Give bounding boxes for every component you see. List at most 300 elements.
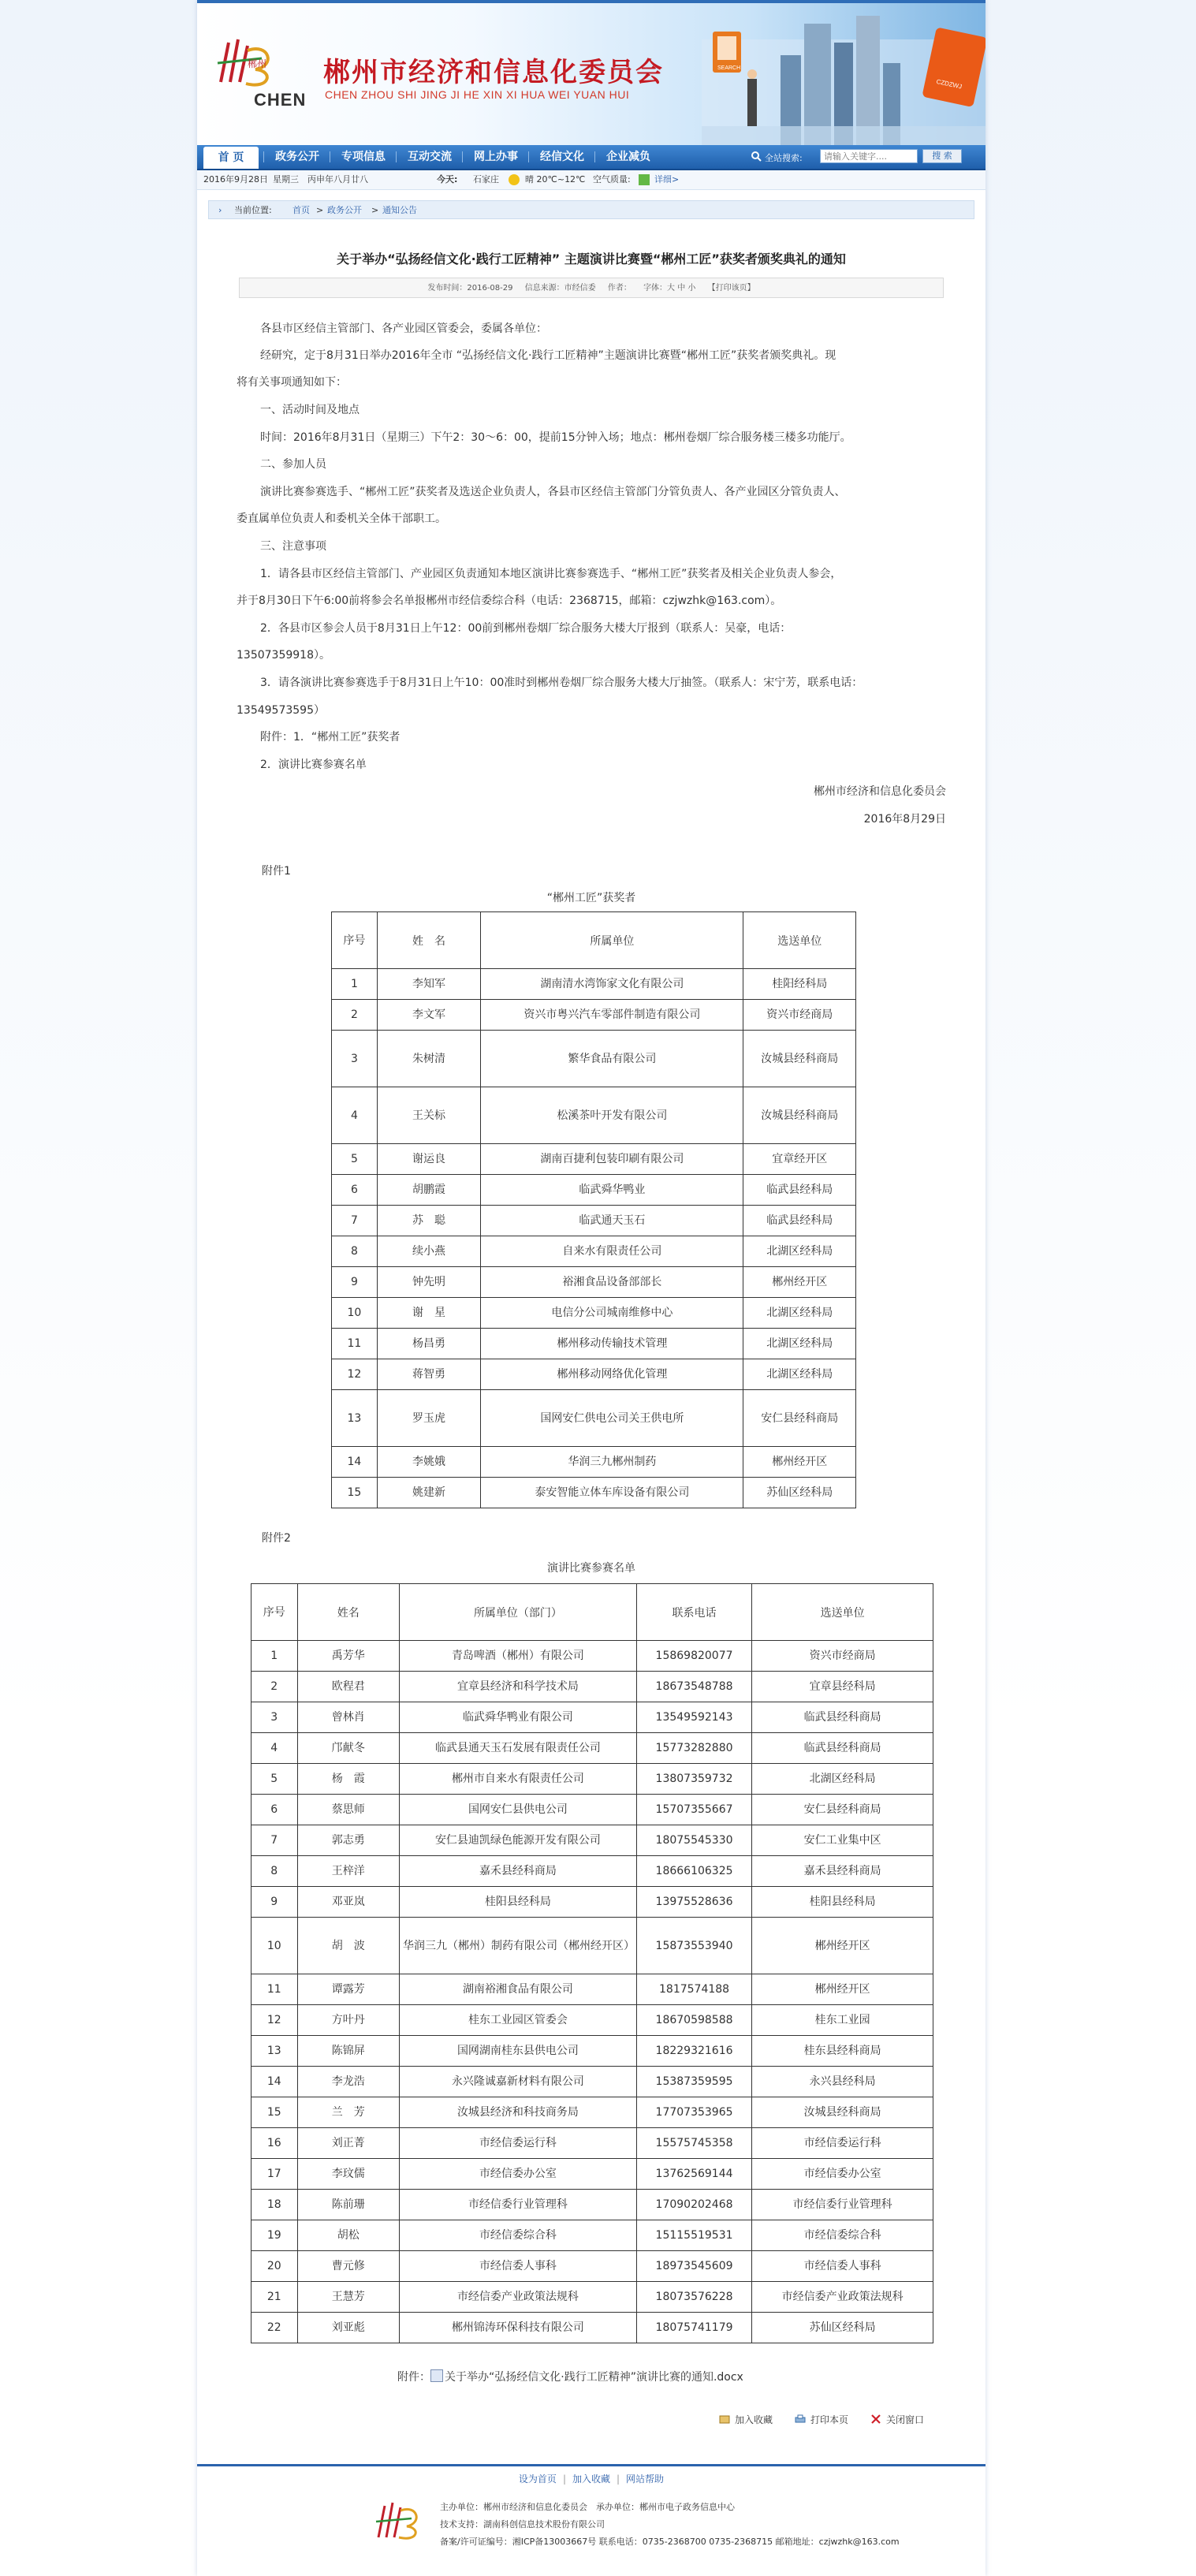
table-cell: 李文军 xyxy=(377,1000,480,1031)
table-cell: 桂东工业园 xyxy=(752,2005,933,2036)
table-cell: 杨昌勇 xyxy=(377,1329,480,1359)
table-cell: 临武县通天玉石发展有限责任公司 xyxy=(400,1733,637,1764)
table-cell: 胡 波 xyxy=(297,1918,400,1974)
table-row xyxy=(332,1087,856,1144)
table-cell: 12 xyxy=(332,1359,378,1390)
nav-divider xyxy=(396,151,397,162)
table-header: 所属单位 xyxy=(481,912,743,969)
signature-org: 郴州市经济和信息化委员会 xyxy=(814,785,946,798)
table-cell: 12 xyxy=(251,2005,298,2036)
table-cell: 邓亚岚 xyxy=(297,1887,400,1918)
table-cell: 13975528636 xyxy=(636,1887,751,1918)
table-row xyxy=(251,2005,933,2036)
search-label: 全站搜索: xyxy=(765,153,803,163)
breadcrumb xyxy=(208,200,974,219)
attachment-prefix: 附件： xyxy=(397,2371,430,2384)
air-quality-icon xyxy=(639,174,650,185)
publish-date: 发布时间：2016-08-29 xyxy=(427,284,513,293)
table-cell: 王梓洋 xyxy=(297,1856,400,1887)
table-cell: 11 xyxy=(251,1974,298,2005)
breadcrumb-sep: > xyxy=(316,205,324,215)
table-row xyxy=(251,2097,933,2128)
current-date: 2016年9月28日 xyxy=(203,174,268,185)
table-cell: 国网湖南桂东县供电公司 xyxy=(400,2036,637,2067)
table-cell: 15 xyxy=(251,2097,298,2128)
annex2-label: 附件2 xyxy=(262,1532,291,1545)
table-row xyxy=(251,2128,933,2159)
table-cell: 郴州锦涛环保科技有限公司 xyxy=(400,2313,637,2343)
table-cell: 郭志勇 xyxy=(297,1825,400,1856)
paragraph-intro-line2: 将有关事项通知如下： xyxy=(237,376,347,389)
table-cell: 市经信委运行科 xyxy=(400,2128,637,2159)
table-cell: 6 xyxy=(332,1175,378,1206)
site-banner xyxy=(197,0,985,148)
section-heading-time-place: 一、活动时间及地点 xyxy=(260,404,360,416)
table-row xyxy=(251,2067,933,2097)
nav-item-special-info[interactable]: 专项信息 xyxy=(341,151,386,163)
printer-icon xyxy=(795,2414,806,2424)
table-cell: 临武县经科局 xyxy=(743,1206,856,1236)
table-cell: 7 xyxy=(332,1206,378,1236)
table-cell: 王慧芳 xyxy=(297,2282,400,2313)
lunar-date: 丙申年八月廿八 xyxy=(307,174,368,185)
table-cell: 17 xyxy=(251,2159,298,2190)
table-cell: 李龙浩 xyxy=(297,2067,400,2097)
table-cell: 汝城县经济和科技商务局 xyxy=(400,2097,637,2128)
close-icon xyxy=(870,2414,881,2424)
table-cell: 桂阳县经科局 xyxy=(400,1887,637,1918)
table-cell: 电信分公司城南维修中心 xyxy=(481,1298,743,1329)
table-cell: 李姚娥 xyxy=(377,1447,480,1478)
table-cell: 嘉禾县经科商局 xyxy=(400,1856,637,1887)
table-cell: 朱树清 xyxy=(377,1031,480,1087)
table-cell: 郴州经开区 xyxy=(752,1918,933,1974)
table-row xyxy=(251,1887,933,1918)
nav-divider xyxy=(528,151,529,162)
table-cell: 北湖区经科局 xyxy=(752,1764,933,1795)
table-cell: 10 xyxy=(251,1918,298,1974)
table-cell: 苏仙区经科局 xyxy=(743,1478,856,1508)
table-cell: 5 xyxy=(332,1144,378,1175)
paragraph-intro-line1: 经研究，定于8月31日举办2016年全市 “弘扬经信文化·践行工匠精神”主题演讲比赛暨“郴州工匠”获奖者颁奖典礼。现 xyxy=(260,349,836,362)
table-row xyxy=(251,1974,933,2005)
table-cell: 15773282880 xyxy=(636,1733,751,1764)
page-container xyxy=(197,0,985,2576)
table-header: 选送单位 xyxy=(752,1584,933,1641)
table-row xyxy=(332,969,856,1000)
table-cell: 谭露芳 xyxy=(297,1974,400,2005)
date-weather-bar xyxy=(197,170,985,190)
breadcrumb-sep: > xyxy=(371,205,379,215)
greeting: 各县市区经信主管部门、各产业园区管委会，委属各单位： xyxy=(260,322,547,335)
table-cell: 李玟儒 xyxy=(297,2159,400,2190)
table-cell: 桂东县经科商局 xyxy=(752,2036,933,2067)
table-cell: 市经信委产业政策法规科 xyxy=(400,2282,637,2313)
close-label: 关闭窗口 xyxy=(886,2414,925,2425)
note-3-line1: 3．请各演讲比赛参赛选手于8月31日上午10：00准时到郴州卷烟厂综合服务大楼大厅抽签。（联系人：宋宁芳，联系电话： xyxy=(260,677,863,689)
table-cell: 17090202468 xyxy=(636,2190,751,2220)
table-cell: 湖南裕湘食品有限公司 xyxy=(400,1974,637,2005)
table-cell: 22 xyxy=(251,2313,298,2343)
footer-divider xyxy=(197,2464,985,2466)
footer-link-help[interactable]: 网站帮助 xyxy=(626,2473,665,2485)
table-cell: 20 xyxy=(251,2251,298,2282)
table-row xyxy=(251,2251,933,2282)
table-cell: 资兴市经商局 xyxy=(743,1000,856,1031)
table-cell: 19 xyxy=(251,2220,298,2251)
table-cell: 15873553940 xyxy=(636,1918,751,1974)
table-cell: 安仁工业集中区 xyxy=(752,1825,933,1856)
site-title-en: CHEN ZHOU SHI JING JI HE XIN XI HUA WEI YUAN HUI xyxy=(325,88,630,101)
table-row xyxy=(332,1206,856,1236)
table-cell: 18073576228 xyxy=(636,2282,751,2313)
table-cell: 宜章县经济和科学技术局 xyxy=(400,1672,637,1702)
table-cell: 邝献冬 xyxy=(297,1733,400,1764)
print-link[interactable]: 【打印该页】 xyxy=(707,284,755,293)
table-row xyxy=(332,1447,856,1478)
table-cell: 14 xyxy=(332,1447,378,1478)
table-cell: 市经信委办公室 xyxy=(752,2159,933,2190)
table-cell: 嘉禾县经科商局 xyxy=(752,1856,933,1887)
table-cell: 松溪茶叶开发有限公司 xyxy=(481,1087,743,1144)
attachment-row xyxy=(397,2369,743,2384)
table-cell: 市经信委人事科 xyxy=(752,2251,933,2282)
table-cell: 胡鹏霞 xyxy=(377,1175,480,1206)
table-row xyxy=(251,2220,933,2251)
site-title: 郴州市经济和信息化委员会 xyxy=(323,57,664,88)
table-cell: 4 xyxy=(251,1733,298,1764)
table-row xyxy=(332,1236,856,1267)
note-2-line1: 2．各县市区参会人员于8月31日上午12：00前到郴州卷烟厂综合服务大楼大厅报到（联系人：吴豪，电话： xyxy=(260,622,792,635)
table-header: 序号 xyxy=(251,1584,298,1641)
print-tool[interactable] xyxy=(795,2413,848,2426)
note-2-line2: 13507359918）。 xyxy=(237,649,330,662)
nav-item-home[interactable]: 首 页 xyxy=(203,147,259,169)
table-cell: 市经信委办公室 xyxy=(400,2159,637,2190)
section-heading-notes: 三、注意事项 xyxy=(260,540,326,553)
info-source: 信息来源：市经信委 xyxy=(524,284,596,293)
award-winners-table xyxy=(331,911,856,1508)
paragraph-attendees-line1: 演讲比赛参赛选手、“郴州工匠”获奖者及选送企业负责人，各县市区经信主管部门分管负责人、各产业园区分管负责人、 xyxy=(260,486,846,498)
table-cell: 兰 芳 xyxy=(297,2097,400,2128)
table-cell: 安仁县迪凯绿色能源开发有限公司 xyxy=(400,1825,637,1856)
table-row xyxy=(251,2190,933,2220)
table-row xyxy=(251,1918,933,1974)
footer-license: 备案/许可证编号：湘ICP备13003667号 联系电话：0735-2368700 0735-2368715 邮箱地址：czjwzhk@163.com xyxy=(440,2537,900,2547)
deco-label-search: SEARCH xyxy=(717,65,741,71)
breadcrumb-notices[interactable]: 通知公告 xyxy=(382,205,417,215)
table-cell: 18673548788 xyxy=(636,1672,751,1702)
search-button[interactable]: 搜 索 xyxy=(922,149,962,163)
footer-sponsor: 主办单位：郴州市经济和信息化委员会 承办单位：郴州市电子政务信息中心 xyxy=(440,2502,735,2512)
table-cell: 曾林肖 xyxy=(297,1702,400,1733)
table-header: 所属单位（部门） xyxy=(400,1584,637,1641)
table-row xyxy=(332,1298,856,1329)
table-cell: 郴州市自来水有限责任公司 xyxy=(400,1764,637,1795)
table-cell: 13549592143 xyxy=(636,1702,751,1733)
table-cell: 禹芳华 xyxy=(297,1641,400,1672)
footer-logo-icon xyxy=(374,2500,424,2542)
table-cell: 刘亚彪 xyxy=(297,2313,400,2343)
table-cell: 永兴隆诚嘉新材料有限公司 xyxy=(400,2067,637,2097)
logo-city-cn: 郴州 xyxy=(248,58,267,69)
table-cell: 18075545330 xyxy=(636,1825,751,1856)
table-cell: 北湖区经科局 xyxy=(743,1298,856,1329)
table-cell: 郴州移动网络优化管理 xyxy=(481,1359,743,1390)
nav-item-online-services[interactable]: 网上办事 xyxy=(474,151,518,163)
table-cell: 蒋智勇 xyxy=(377,1359,480,1390)
nav-item-burden-reduction[interactable]: 企业减负 xyxy=(606,151,650,163)
table-row xyxy=(332,1478,856,1508)
paragraph-time-place: 时间：2016年8月31日（星期三）下午2：30～6：00，提前15分钟入场；地点：郴州卷烟厂综合服务楼三楼多功能厅。 xyxy=(260,431,851,444)
table-cell: 苏 聪 xyxy=(377,1206,480,1236)
table-row xyxy=(251,2313,933,2343)
note-1-line1: 1．请各县市区经信主管部门、产业园区负责通知本地区演讲比赛参赛选手、“郴州工匠”获奖者及相关企业负责人参会， xyxy=(260,568,842,580)
table-cell: 临武舜华鸭业有限公司 xyxy=(400,1702,637,1733)
table-cell: 16 xyxy=(251,2128,298,2159)
table-cell: 资兴市粤兴汽车零部件制造有限公司 xyxy=(481,1000,743,1031)
table-cell: 市经信委综合科 xyxy=(752,2220,933,2251)
table-cell: 湖南清水湾饰家文化有限公司 xyxy=(481,969,743,1000)
table-cell: 钟先明 xyxy=(377,1267,480,1298)
table-cell: 桂阳经科局 xyxy=(743,969,856,1000)
annex1-label: 附件1 xyxy=(262,865,291,878)
table-cell: 1817574188 xyxy=(636,1974,751,2005)
table-cell: 临武通天玉石 xyxy=(481,1206,743,1236)
table-cell: 刘正菁 xyxy=(297,2128,400,2159)
paragraph-attendees-line2: 委直属单位负责人和委机关全体干部职工。 xyxy=(237,513,446,525)
table-cell: 1 xyxy=(251,1641,298,1672)
table-cell: 北湖区经科局 xyxy=(743,1359,856,1390)
table-cell: 王关标 xyxy=(377,1087,480,1144)
table-row xyxy=(251,1733,933,1764)
table-cell: 市经信委行业管理科 xyxy=(752,2190,933,2220)
note-3-line2: 13549573595） xyxy=(237,704,325,717)
table-cell: 15 xyxy=(332,1478,378,1508)
table-cell: 北湖区经科局 xyxy=(743,1236,856,1267)
search-icon xyxy=(751,151,762,162)
table-header: 姓名 xyxy=(297,1584,400,1641)
nav-divider xyxy=(263,151,264,162)
table-cell: 14 xyxy=(251,2067,298,2097)
favorite-tool[interactable] xyxy=(719,2413,773,2426)
table-cell: 罗玉虎 xyxy=(377,1390,480,1447)
table-row xyxy=(251,1856,933,1887)
logo-city-en: CHEN xyxy=(254,90,307,110)
table-cell: 裕湘食品设备部部长 xyxy=(481,1267,743,1298)
table-cell: 5 xyxy=(251,1764,298,1795)
document-icon xyxy=(430,2369,443,2382)
annex1-caption: “郴州工匠”获奖者 xyxy=(546,892,636,904)
table-cell: 国网安仁供电公司关王供电所 xyxy=(481,1390,743,1447)
note-1-line2: 并于8月30日下午6:00前将参会名单报郴州市经信委综合科（电话：2368715，邮箱：czjwzhk@163.com）。 xyxy=(237,595,782,607)
table-cell: 15387359595 xyxy=(636,2067,751,2097)
table-cell: 15869820077 xyxy=(636,1641,751,1672)
table-cell: 华润三九（郴州）制药有限公司（郴州经开区） xyxy=(400,1918,637,1974)
table-cell: 湖南百捷利包装印刷有限公司 xyxy=(481,1144,743,1175)
table-cell: 国网安仁县供电公司 xyxy=(400,1795,637,1825)
table-cell: 1 xyxy=(332,969,378,1000)
table-cell: 15115519531 xyxy=(636,2220,751,2251)
table-cell: 18229321616 xyxy=(636,2036,751,2067)
table-cell: 9 xyxy=(251,1887,298,1918)
table-cell: 陈前珊 xyxy=(297,2190,400,2220)
table-cell: 15707355667 xyxy=(636,1795,751,1825)
main-navigation xyxy=(197,145,985,170)
current-weekday: 星期三 xyxy=(273,174,299,185)
table-row xyxy=(251,1672,933,1702)
table-row xyxy=(332,1329,856,1359)
table-row xyxy=(251,1825,933,1856)
table-cell: 15575745358 xyxy=(636,2128,751,2159)
table-row xyxy=(332,1359,856,1390)
table-cell: 汝城县经科商局 xyxy=(743,1031,856,1087)
table-cell: 郴州经开区 xyxy=(743,1447,856,1478)
table-row xyxy=(251,1795,933,1825)
today-label: 今天: xyxy=(437,174,458,185)
attachment-list-1: 附件：1．“郴州工匠”获奖者 xyxy=(260,731,401,744)
signature-date: 2016年8月29日 xyxy=(863,813,946,826)
table-cell: 3 xyxy=(251,1702,298,1733)
table-cell: 陈锦屏 xyxy=(297,2036,400,2067)
table-cell: 姚建新 xyxy=(377,1478,480,1508)
nav-divider xyxy=(594,151,595,162)
table-cell: 市经信委人事科 xyxy=(400,2251,637,2282)
table-cell: 21 xyxy=(251,2282,298,2313)
air-quality-label: 空气质量: xyxy=(593,174,631,185)
table-cell: 李知军 xyxy=(377,969,480,1000)
table-row xyxy=(332,1144,856,1175)
annex2-caption: 演讲比赛参赛名单 xyxy=(547,1562,635,1575)
table-row xyxy=(251,1641,933,1672)
table-cell: 市经信委运行科 xyxy=(752,2128,933,2159)
table-cell: 资兴市经商局 xyxy=(752,1641,933,1672)
attachment-list-2: 2．演讲比赛参赛名单 xyxy=(260,759,367,771)
table-cell: 18973545609 xyxy=(636,2251,751,2282)
footer-link-add-favorite[interactable]: 加入收藏 xyxy=(572,2473,610,2485)
breadcrumb-home[interactable]: 首页 xyxy=(292,205,310,215)
table-cell: 华润三九郴州制药 xyxy=(481,1447,743,1478)
deco-label-czdzwj: CZDZWJ xyxy=(935,77,963,91)
table-cell: 18670598588 xyxy=(636,2005,751,2036)
table-row xyxy=(251,2282,933,2313)
table-cell: 宜章经开区 xyxy=(743,1144,856,1175)
table-cell: 18075741179 xyxy=(636,2313,751,2343)
table-cell: 9 xyxy=(332,1267,378,1298)
table-cell: 青岛啤酒（郴州）有限公司 xyxy=(400,1641,637,1672)
table-cell: 自来水有限责任公司 xyxy=(481,1236,743,1267)
table-cell: 10 xyxy=(332,1298,378,1329)
breadcrumb-government-affairs[interactable]: 政务公开 xyxy=(327,205,362,215)
table-header: 联系电话 xyxy=(636,1584,751,1641)
table-row xyxy=(251,2036,933,2067)
table-header: 选送单位 xyxy=(743,912,856,969)
table-cell: 郴州经开区 xyxy=(743,1267,856,1298)
footer-link-set-homepage[interactable]: 设为首页 xyxy=(518,2473,557,2485)
search-input[interactable] xyxy=(820,149,918,163)
nav-item-culture[interactable]: 经信文化 xyxy=(540,151,584,163)
table-cell: 临武县经科商局 xyxy=(752,1733,933,1764)
attachment-link[interactable]: 关于举办“弘扬经信文化·践行工匠精神”演讲比赛的通知.docx xyxy=(445,2371,743,2384)
weather-detail-link[interactable]: 详细> xyxy=(654,174,680,185)
footer-tech-support: 技术支持：湖南科创信息技术股份有限公司 xyxy=(440,2519,605,2529)
table-row xyxy=(251,2159,933,2190)
table-cell: 安仁县经科商局 xyxy=(743,1390,856,1447)
table-cell: 杨 霞 xyxy=(297,1764,400,1795)
table-cell: 苏仙区经科局 xyxy=(752,2313,933,2343)
table-cell: 桂东工业园区管委会 xyxy=(400,2005,637,2036)
print-label: 打印本页 xyxy=(810,2414,849,2425)
table-cell: 6 xyxy=(251,1795,298,1825)
article-title: 关于举办“弘扬经信文化·践行工匠精神” 主题演讲比赛暨“郴州工匠”获奖者颁奖典礼的通知 xyxy=(337,252,846,267)
table-cell: 临武县经科局 xyxy=(743,1175,856,1206)
table-cell: 2 xyxy=(251,1672,298,1702)
contest-participants-table xyxy=(251,1583,933,2343)
nav-item-interaction[interactable]: 互动交流 xyxy=(408,151,452,163)
table-cell: 汝城县经科商局 xyxy=(752,2097,933,2128)
table-cell: 泰安智能立体车库设备有限公司 xyxy=(481,1478,743,1508)
table-cell: 桂阳县经科局 xyxy=(752,1887,933,1918)
close-tool[interactable] xyxy=(870,2413,924,2426)
table-cell: 市经信委行业管理科 xyxy=(400,2190,637,2220)
favorite-icon xyxy=(719,2414,730,2424)
site-logo-icon xyxy=(214,35,278,90)
table-cell: 市经信委产业政策法规科 xyxy=(752,2282,933,2313)
sunny-weather-icon xyxy=(509,174,520,185)
table-cell: 临武舜华鸭业 xyxy=(481,1175,743,1206)
table-row xyxy=(332,1031,856,1087)
weather-summary: 晴 20℃~12℃ xyxy=(525,174,586,185)
font-size-switch[interactable]: 字体：大 中 小 xyxy=(643,284,696,293)
footer-links: 设为首页 | 加入收藏 | 网站帮助 xyxy=(518,2473,665,2485)
table-cell: 11 xyxy=(332,1329,378,1359)
table-cell: 谢 星 xyxy=(377,1298,480,1329)
favorite-label: 加入收藏 xyxy=(735,2414,773,2425)
section-heading-attendees: 二、参加人员 xyxy=(260,458,326,471)
table-cell: 3 xyxy=(332,1031,378,1087)
table-row xyxy=(332,1000,856,1031)
table-cell: 曹元修 xyxy=(297,2251,400,2282)
table-header: 姓 名 xyxy=(377,912,480,969)
author: 作者： xyxy=(607,284,632,293)
table-cell: 13762569144 xyxy=(636,2159,751,2190)
table-cell: 4 xyxy=(332,1087,378,1144)
table-cell: 方叶丹 xyxy=(297,2005,400,2036)
table-header: 序号 xyxy=(332,912,378,969)
table-row xyxy=(332,1175,856,1206)
table-row xyxy=(251,1764,933,1795)
table-cell: 续小燕 xyxy=(377,1236,480,1267)
table-cell: 8 xyxy=(332,1236,378,1267)
table-cell: 13 xyxy=(332,1390,378,1447)
table-cell: 谢运良 xyxy=(377,1144,480,1175)
breadcrumb-arrow-icon: › xyxy=(218,205,222,215)
table-row xyxy=(332,1390,856,1447)
table-cell: 郴州移动传输技术管理 xyxy=(481,1329,743,1359)
table-cell: 2 xyxy=(332,1000,378,1031)
table-cell: 临武县经科商局 xyxy=(752,1702,933,1733)
table-cell: 欧程君 xyxy=(297,1672,400,1702)
table-cell: 17707353965 xyxy=(636,2097,751,2128)
nav-item-government-affairs[interactable]: 政务公开 xyxy=(275,151,319,163)
table-cell: 18666106325 xyxy=(636,1856,751,1887)
table-row xyxy=(251,1702,933,1733)
table-cell: 繁华食品有限公司 xyxy=(481,1031,743,1087)
weather-city: 石家庄 xyxy=(473,174,499,185)
table-cell: 市经信委综合科 xyxy=(400,2220,637,2251)
table-cell: 汝城县经科商局 xyxy=(743,1087,856,1144)
table-cell: 北湖区经科局 xyxy=(743,1329,856,1359)
